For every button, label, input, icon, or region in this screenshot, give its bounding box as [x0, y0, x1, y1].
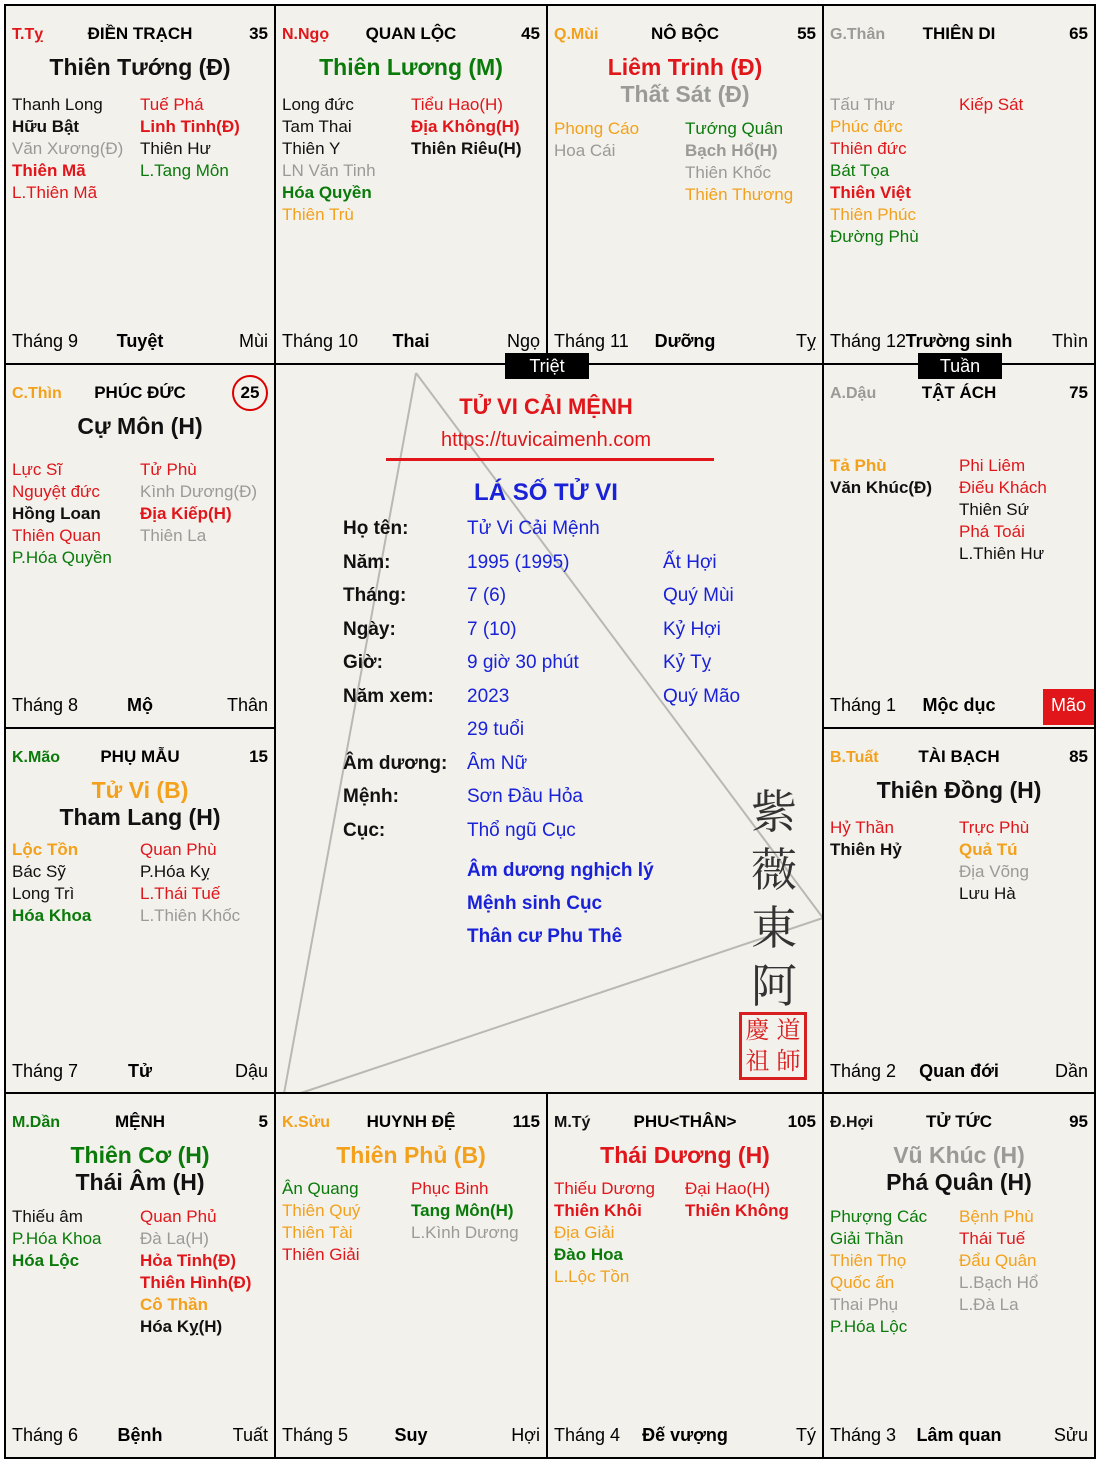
palace-header — [12, 1112, 268, 1136]
minor-star: Hóa Khoa — [12, 906, 92, 925]
palace-name: TẬT ÁCH — [921, 383, 997, 402]
palace-age: 55 — [797, 24, 816, 43]
main-star: Thiên Tướng (Đ) — [49, 54, 231, 80]
palace-tuat — [822, 727, 1096, 1095]
minor-star: Linh Tinh(Đ) — [140, 117, 240, 136]
main-stars — [824, 1142, 1094, 1196]
palace-stage: Mộ — [127, 695, 153, 715]
palace-header — [12, 24, 268, 48]
calligraphy — [749, 783, 799, 1015]
palace-zodiac: Tuất — [232, 1425, 268, 1445]
chart-note: Thân cư Phu Thê — [467, 926, 623, 947]
minor-star: Địa Võng — [959, 862, 1029, 881]
palace-stem: N.Ngọ — [282, 26, 330, 43]
info-row — [343, 619, 803, 645]
palace-stem: Q.Mùi — [554, 26, 599, 43]
palace-month: Tháng 9 — [12, 331, 79, 351]
minor-star: Hỏa Tinh(Đ) — [140, 1251, 237, 1270]
palace-stem: C.Thìn — [12, 385, 62, 402]
info-value: 2023 — [467, 685, 510, 707]
palace-header — [554, 1112, 816, 1136]
palace-stem: Đ.Hợi — [830, 1114, 874, 1131]
calligraphy-char: 紫 — [751, 785, 797, 839]
minor-star: Đại Hao(H) — [685, 1179, 771, 1198]
minor-star: Thiên Thương — [685, 185, 794, 204]
minor-stars — [830, 1206, 1088, 1338]
minor-star: LN Văn Tinh — [282, 161, 376, 180]
minor-star: Phá Toái — [959, 522, 1025, 541]
palace-mao — [4, 727, 276, 1095]
minor-star: Cô Thần — [140, 1295, 208, 1314]
palace-month: Tháng 6 — [12, 1425, 79, 1445]
palace-stage: Tuyệt — [116, 331, 164, 351]
minor-star: Đẩu Quân — [959, 1251, 1037, 1270]
minor-star: Phục Binh — [411, 1179, 489, 1198]
minor-star: Thiên Quý — [282, 1201, 361, 1220]
info-row — [343, 820, 803, 846]
info-value: 1995 (1995) — [467, 551, 570, 573]
minor-star: Quan Phù — [140, 840, 217, 859]
main-star: Vũ Khúc (H) — [893, 1142, 1025, 1168]
minor-star: Long đức — [282, 95, 354, 114]
info-label: Giờ: — [343, 652, 383, 673]
palace-header — [830, 747, 1088, 771]
palace-age: 5 — [258, 1112, 268, 1131]
palace-stage: Lâm quan — [916, 1425, 1002, 1445]
minor-star: L.Lộc Tồn — [554, 1267, 630, 1286]
chart-note: Mệnh sinh Cục — [467, 893, 603, 914]
minor-star: Hóa Quyền — [282, 183, 372, 202]
minor-star: Thiên Y — [282, 139, 341, 158]
palace-footer — [282, 331, 540, 355]
minor-star: L.Đà La — [959, 1295, 1019, 1314]
minor-stars — [12, 94, 268, 204]
palace-month: Tháng 3 — [830, 1425, 897, 1445]
palace-age: 15 — [249, 747, 268, 766]
minor-star: Tướng Quân — [685, 119, 784, 138]
calligraphy-char: 東 — [751, 901, 797, 955]
palace-suu — [274, 1092, 548, 1459]
main-stars — [548, 1142, 822, 1169]
palace-zodiac: Thân — [226, 695, 268, 715]
minor-star: Hoa Cái — [554, 141, 616, 160]
minor-star: Lưu Hà — [959, 884, 1016, 903]
info-label: Mệnh: — [343, 786, 399, 807]
palace-zodiac: Thìn — [1051, 331, 1088, 351]
minor-star: L.Thiên Khốc — [140, 906, 241, 925]
palace-month: Tháng 2 — [830, 1061, 897, 1081]
minor-star: Bác Sỹ — [12, 862, 66, 881]
info-row — [343, 585, 803, 611]
palace-footer — [830, 1061, 1088, 1085]
main-star: Cự Môn (H) — [77, 413, 203, 439]
minor-star: P.Hóa Kỵ — [140, 862, 210, 881]
palace-name: PHỤ MẪU — [100, 747, 180, 766]
minor-star: Giải Thần — [830, 1229, 904, 1248]
palace-age: 115 — [512, 1112, 540, 1131]
main-star: Thiên Cơ (H) — [70, 1142, 210, 1168]
minor-stars — [830, 94, 1088, 248]
main-stars — [6, 54, 274, 81]
palace-stage: Trường sinh — [905, 331, 1013, 351]
minor-star: Thiên La — [140, 526, 207, 545]
minor-star: Kình Dương(Đ) — [140, 482, 258, 501]
info-label: Cục: — [343, 819, 386, 841]
minor-star: Tuế Phá — [140, 95, 204, 114]
minor-star: Tang Môn(H) — [411, 1201, 514, 1220]
palace-zodiac: Hợi — [511, 1425, 540, 1445]
main-star: Tham Lang (H) — [59, 804, 221, 830]
palace-zodiac: Sửu — [1053, 1425, 1088, 1445]
info-row — [343, 652, 803, 678]
info-canchi: Kỷ Hợi — [663, 618, 721, 640]
palace-month: Tháng 10 — [282, 331, 359, 351]
minor-star: P.Hóa Quyền — [12, 548, 112, 567]
palace-stage: Bệnh — [117, 1425, 163, 1445]
minor-star: Địa Không(H) — [411, 117, 520, 136]
info-canchi: Quý Mùi — [663, 585, 734, 606]
minor-star: Bệnh Phù — [959, 1207, 1034, 1226]
palace-zodiac: Tý — [796, 1425, 816, 1445]
info-value: 9 giờ 30 phút — [467, 652, 579, 673]
minor-stars — [830, 455, 1088, 565]
info-value: Âm Nữ — [467, 752, 528, 774]
palace-footer — [830, 331, 1088, 355]
minor-star: Địa Kiếp(H) — [140, 504, 232, 523]
info-row — [343, 686, 803, 712]
main-star: Thiên Lương (M) — [319, 54, 503, 80]
minor-stars — [830, 817, 1088, 905]
main-stars — [6, 413, 274, 440]
minor-star: Văn Khúc(Đ) — [830, 478, 932, 497]
main-stars — [276, 54, 546, 81]
minor-star: Thiên Khôi — [554, 1201, 642, 1220]
minor-star: Bạch Hổ(H) — [685, 141, 778, 160]
minor-star: L.Thiên Hư — [959, 544, 1045, 563]
palace-age: 75 — [1069, 383, 1088, 402]
center-panel — [271, 361, 821, 1094]
minor-star: Hồng Loan — [12, 504, 101, 523]
minor-stars — [12, 839, 268, 927]
minor-star: Kiếp Sát — [959, 95, 1024, 114]
palace-stem: K.Sửu — [282, 1114, 331, 1131]
info-label: Ngày: — [343, 618, 396, 640]
minor-star: Bát Tọa — [830, 161, 890, 180]
palace-name: HUYNH ĐỆ — [366, 1112, 456, 1131]
info-canchi: Ất Hợi — [663, 551, 717, 573]
main-star: Thất Sát (Đ) — [620, 81, 750, 107]
palace-month: Tháng 7 — [12, 1061, 79, 1081]
palace-name: QUAN LỘC — [365, 24, 457, 43]
palace-stem: G.Thân — [830, 26, 886, 43]
minor-star: Thiếu Dương — [554, 1179, 655, 1198]
palace-ngo — [274, 4, 548, 365]
minor-star: L.Thiên Mã — [12, 183, 98, 202]
main-star: Thiên Đồng (H) — [876, 777, 1042, 803]
info-value: 29 tuổi — [467, 719, 525, 740]
palace-name: PHU<THÂN> — [633, 1112, 737, 1131]
minor-star: Thiên Hỷ — [830, 840, 902, 859]
minor-star: Nguyệt đức — [12, 482, 100, 501]
minor-star: Phúc đức — [830, 117, 903, 136]
palace-name: TÀI BẠCH — [918, 747, 1000, 766]
palace-header — [830, 383, 1088, 407]
minor-star: Thiên Không — [685, 1201, 789, 1220]
palace-age: 45 — [521, 24, 540, 43]
palace-name: ĐIỀN TRẠCH — [87, 24, 193, 43]
info-value: 7 (6) — [467, 585, 507, 606]
minor-star: Phong Cáo — [554, 119, 640, 138]
palace-mui — [546, 4, 824, 365]
chart-heading: LÁ SỐ TỬ VI — [474, 479, 618, 506]
palace-header — [830, 1112, 1088, 1136]
info-label: Năm xem: — [343, 685, 434, 707]
minor-star: Hữu Bật — [12, 117, 80, 136]
palace-name: NÔ BỘC — [651, 24, 719, 43]
palace-footer — [12, 1425, 268, 1449]
palace-name: THIÊN DI — [922, 24, 996, 43]
site-url[interactable]: https://tuvicaimenh.com — [440, 429, 652, 451]
minor-star: Thiên Trù — [282, 205, 354, 224]
info-label: Họ tên: — [343, 518, 409, 539]
palace-zodiac: Mùi — [238, 331, 268, 351]
palace-stem: B.Tuất — [830, 749, 879, 766]
triet-tag: Triệt — [505, 353, 589, 379]
minor-star: Đường Phù — [830, 227, 919, 246]
palace-header — [12, 383, 268, 407]
palace-stage: Dưỡng — [654, 331, 716, 351]
minor-star: Trực Phù — [959, 818, 1030, 837]
minor-star: Quả Tú — [959, 840, 1018, 859]
minor-star: Thiên Mã — [12, 161, 86, 180]
minor-star: Lộc Tồn — [12, 840, 79, 859]
minor-star: Tử Phù — [140, 460, 197, 479]
palace-footer — [282, 1425, 540, 1449]
palace-name: MỆNH — [114, 1112, 166, 1131]
palace-month: Tháng 1 — [830, 695, 897, 715]
minor-star: Thiên Khốc — [685, 163, 771, 182]
palace-hoi — [822, 1092, 1096, 1459]
info-label: Năm: — [343, 551, 391, 573]
main-star: Thái Dương (H) — [600, 1142, 770, 1168]
palace-footer — [554, 1425, 816, 1449]
red-seal: 慶 道 祖 師 — [739, 1012, 807, 1080]
calligraphy-char: 阿 — [751, 959, 797, 1013]
minor-star: Thiên Việt — [830, 183, 911, 202]
palace-month: Tháng 8 — [12, 695, 79, 715]
minor-star: Địa Giải — [554, 1223, 615, 1242]
minor-star: Thiên Quan — [12, 526, 101, 545]
main-star: Tử Vi (B) — [91, 777, 189, 803]
palace-stage: Tử — [127, 1061, 153, 1081]
main-stars — [824, 777, 1094, 804]
title-divider — [386, 458, 714, 461]
palace-header — [554, 24, 816, 48]
minor-star: Điếu Khách — [959, 478, 1047, 497]
palace-zodiac: Dần — [1054, 1061, 1088, 1081]
minor-star: Hóa Kỵ(H) — [140, 1317, 223, 1336]
minor-star: Hỷ Thần — [830, 818, 894, 837]
minor-star: Văn Xương(Đ) — [12, 139, 124, 158]
minor-star: L.Bạch Hổ — [959, 1273, 1039, 1292]
palace-ty — [4, 4, 276, 365]
palace-footer — [830, 695, 1088, 719]
minor-stars — [282, 94, 540, 226]
palace-zodiac: Ngọ — [506, 331, 540, 351]
palace-stem: M.Dần — [12, 1114, 60, 1131]
palace-age: 65 — [1069, 24, 1088, 43]
info-canchi: Kỷ Tỵ — [663, 652, 712, 673]
info-row — [343, 552, 803, 578]
palace-header — [282, 1112, 540, 1136]
minor-stars — [282, 1178, 540, 1266]
palace-stem: K.Mão — [12, 749, 60, 766]
minor-star: P.Hóa Khoa — [12, 1229, 102, 1248]
main-stars — [276, 1142, 546, 1169]
minor-star: Thai Phụ — [830, 1295, 899, 1314]
palace-ti — [546, 1092, 824, 1459]
palace-footer — [12, 695, 268, 719]
main-star: Liêm Trinh (Đ) — [607, 54, 763, 80]
palace-age: 85 — [1069, 747, 1088, 766]
minor-star: Phượng Các — [830, 1207, 928, 1226]
palace-dan — [4, 1092, 276, 1459]
info-row — [343, 518, 803, 544]
minor-stars — [12, 1206, 268, 1338]
main-stars — [6, 1142, 274, 1196]
palace-thin — [4, 363, 276, 729]
palace-footer — [830, 1425, 1088, 1449]
minor-star: Thiên đức — [830, 139, 907, 158]
minor-star: Tam Thai — [282, 117, 352, 136]
minor-star: L.Thái Tuế — [140, 884, 221, 903]
minor-star: Quốc ấn — [830, 1273, 895, 1292]
palace-stage: Mộc dục — [922, 695, 996, 715]
site-title: TỬ VI CẢI MỆNH — [459, 394, 633, 419]
minor-star: Lực Sĩ — [12, 460, 63, 479]
main-stars — [548, 54, 822, 108]
minor-star: Đào Hoa — [554, 1245, 623, 1264]
palace-age: 25 — [232, 375, 268, 411]
minor-star: Thiên Tài — [282, 1223, 353, 1242]
info-value: Thổ ngũ Cục — [467, 819, 576, 841]
minor-star: P.Hóa Lộc — [830, 1317, 908, 1336]
palace-footer — [12, 1061, 268, 1085]
palace-stage: Đế vượng — [642, 1425, 728, 1445]
minor-star: Tả Phù — [830, 456, 887, 475]
minor-star: Thiên Sứ — [959, 500, 1029, 519]
palace-month: Tháng 12 — [830, 331, 907, 351]
minor-star: Đà La(H) — [140, 1229, 209, 1248]
minor-star: Thái Tuế — [959, 1229, 1026, 1248]
minor-star: Thiên Thọ — [830, 1251, 907, 1270]
minor-star: Tiểu Hao(H) — [411, 95, 503, 114]
minor-star: Thiếu âm — [12, 1207, 83, 1226]
minor-star: Hóa Lộc — [12, 1251, 80, 1270]
minor-star: Thiên Phúc — [830, 205, 916, 224]
minor-star: Long Trì — [12, 884, 75, 903]
main-stars — [6, 777, 274, 831]
minor-stars — [12, 459, 268, 569]
info-row — [343, 753, 803, 779]
minor-star: L.Tang Môn — [140, 161, 229, 180]
minor-star: Phi Liêm — [959, 456, 1026, 475]
palace-month: Tháng 4 — [554, 1425, 621, 1445]
info-row — [343, 786, 803, 812]
main-star: Thái Âm (H) — [75, 1169, 205, 1195]
tuan-tag: Tuần — [918, 353, 1002, 379]
minor-star: Thiên Giải — [282, 1245, 360, 1264]
palace-zodiac: Tỵ — [796, 331, 816, 351]
chart-note: Âm dương nghịch lý — [467, 860, 654, 881]
palace-stem: T.Tỵ — [12, 26, 44, 43]
minor-star: Thiên Hình(Đ) — [140, 1273, 252, 1292]
minor-star: Tấu Thư — [830, 95, 895, 114]
palace-header — [830, 24, 1088, 48]
palace-footer — [12, 331, 268, 355]
minor-star: L.Kình Dương — [411, 1223, 519, 1242]
info-value: Sơn Đầu Hỏa — [467, 786, 583, 807]
palace-month: Tháng 11 — [554, 331, 629, 351]
info-label: Tháng: — [343, 585, 407, 606]
calligraphy-char: 薇 — [751, 843, 797, 897]
palace-name: TỬ TỨC — [926, 1112, 992, 1131]
minor-stars — [554, 1178, 816, 1288]
main-star: Phá Quân (H) — [886, 1169, 1032, 1195]
palace-age: 35 — [249, 24, 268, 43]
palace-zodiac: Dậu — [234, 1061, 268, 1081]
minor-star: Ân Quang — [282, 1179, 359, 1198]
palace-month: Tháng 5 — [282, 1425, 349, 1445]
info-value: 7 (10) — [467, 618, 517, 640]
main-star: Thiên Phủ (B) — [336, 1142, 486, 1168]
palace-header — [12, 747, 268, 771]
palace-stem: M.Tý — [554, 1114, 591, 1131]
info-label: Âm dương: — [343, 752, 448, 774]
minor-star: Thiên Hư — [140, 139, 211, 158]
palace-header — [282, 24, 540, 48]
palace-stage: Thai — [392, 331, 430, 351]
minor-stars — [554, 118, 816, 206]
info-value: Tử Vi Cải Mệnh — [467, 518, 600, 539]
info-row — [343, 719, 803, 745]
palace-dau — [822, 363, 1096, 729]
minor-star: Quan Phủ — [140, 1207, 217, 1226]
palace-footer — [554, 331, 816, 355]
palace-age: 105 — [787, 1112, 816, 1131]
palace-age: 95 — [1069, 1112, 1088, 1131]
minor-star: Thanh Long — [12, 95, 103, 114]
palace-than_top — [822, 4, 1096, 365]
palace-stem: A.Dậu — [830, 385, 877, 402]
palace-stage: Suy — [394, 1425, 428, 1445]
minor-star: Thiên Riêu(H) — [411, 139, 522, 158]
palace-zodiac: Mão — [1043, 689, 1094, 725]
palace-name: PHÚC ĐỨC — [94, 383, 186, 402]
palace-stage: Quan đới — [919, 1061, 999, 1081]
info-canchi: Quý Mão — [663, 685, 741, 707]
